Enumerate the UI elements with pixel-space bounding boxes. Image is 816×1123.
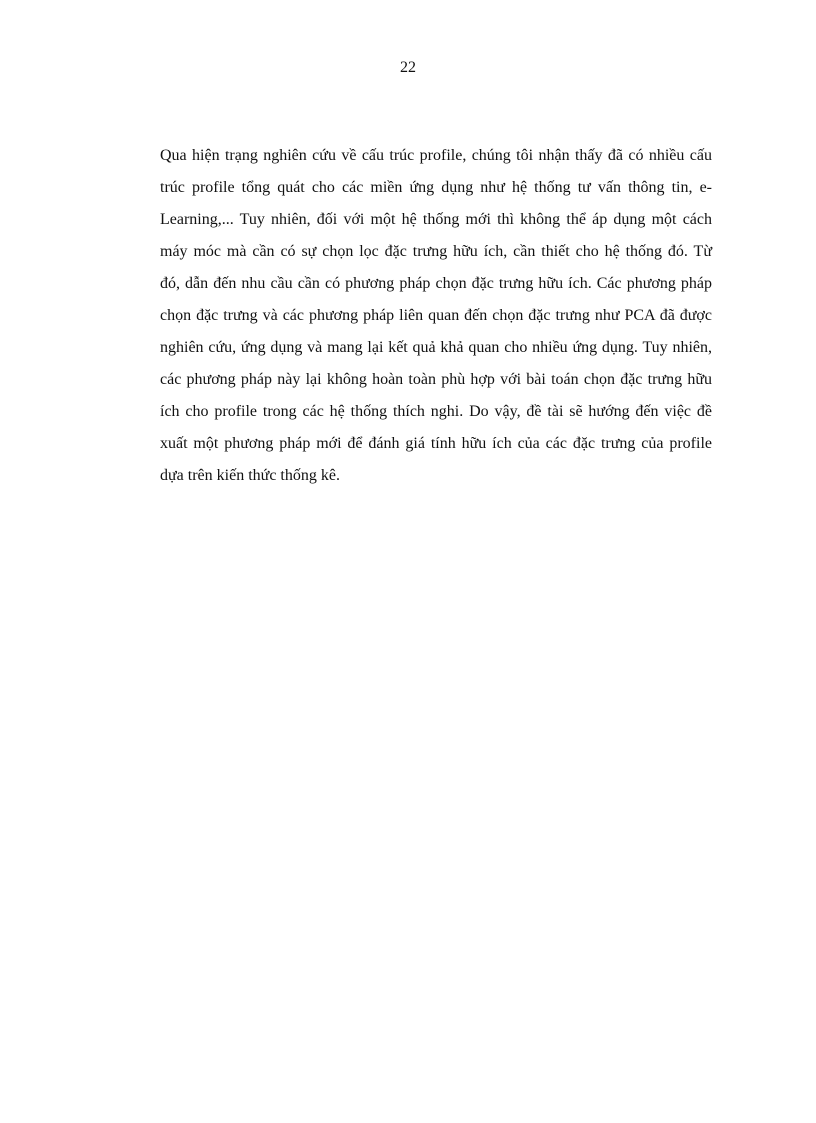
paragraph-line: xuất một phương pháp mới để đánh giá tính hữu ích của các đặc trưng của profile (160, 435, 712, 452)
paragraph-line: trúc profile tổng quát cho các miền ứng dụng như hệ thống tư vấn thông tin, e- (160, 179, 712, 196)
body-paragraph (160, 140, 712, 492)
paragraph-line: các phương pháp này lại không hoàn toàn phù hợp với bài toán chọn đặc trưng hữu (160, 371, 712, 388)
paragraph-line: nghiên cứu, ứng dụng và mang lại kết quả khả quan cho nhiều ứng dụng. Tuy nhiên, (160, 339, 712, 356)
paragraph-line: Learning,... Tuy nhiên, đối với một hệ thống mới thì không thể áp dụng một cách (160, 211, 712, 228)
paragraph-line: ích cho profile trong các hệ thống thích nghi. Do vậy, đề tài sẽ hướng đến việc đề (160, 403, 712, 420)
paragraph-line: máy móc mà cần có sự chọn lọc đặc trưng hữu ích, cần thiết cho hệ thống đó. Từ (160, 243, 712, 260)
paragraph-line: đó, dẫn đến nhu cầu cần có phương pháp chọn đặc trưng hữu ích. Các phương pháp (160, 275, 712, 292)
page-number: 22 (400, 59, 416, 76)
paragraph-line: dựa trên kiến thức thống kê. (160, 467, 340, 484)
paragraph-line: Qua hiện trạng nghiên cứu về cấu trúc profile, chúng tôi nhận thấy đã có nhiều cấu (160, 147, 712, 164)
paragraph-line: chọn đặc trưng và các phương pháp liên quan đến chọn đặc trưng như PCA đã được (160, 307, 712, 324)
